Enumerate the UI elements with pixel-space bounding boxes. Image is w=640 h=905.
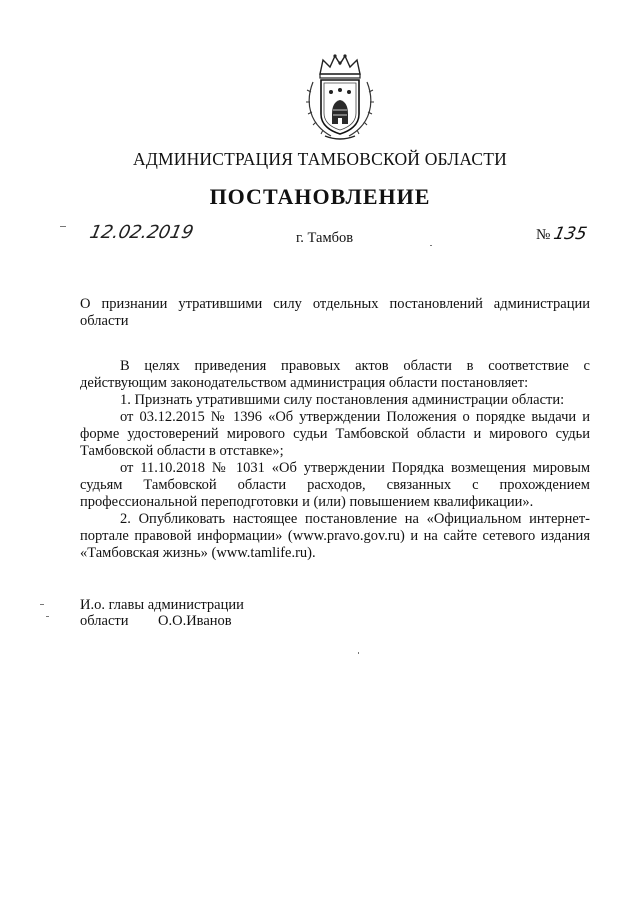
scan-speck [46,616,49,617]
number-value: 135 [551,224,589,244]
signatory-position: И.о. главы администрации [80,597,244,613]
scan-speck [60,226,66,227]
organization-name: АДМИНИСТРАЦИЯ ТАМБОВСКОЙ ОБЛАСТИ [133,149,507,169]
body-paragraph: от 11.10.2018 № 1031 «Об утверждении Порядка возмещения мировым судьям Тамбовской области расходов, связанных с прохождением профессиональной переподготовки и (или) повышением квалификации». [80,460,590,510]
document-city: г. Тамбов [296,230,354,246]
document-number [536,224,587,244]
scan-speck [358,652,359,654]
body-paragraph: 2. Опубликовать настоящее постановление на «Официальном интернет-портале правовой информации» (www.pravo.gov.ru) и на сайте сетевого издания «Тамбовская жизнь» (www.tamlife.ru). [80,511,590,561]
signatory-name: О.О.Иванов [158,613,232,629]
scan-speck [430,245,432,246]
coat-of-arms-icon [303,52,377,142]
document-date: 12.02.2019 [87,222,196,243]
number-prefix: № [536,227,551,243]
document-type-title: ПОСТАНОВЛЕНИЕ [209,184,431,209]
body-paragraph: В целях приведения правовых актов области в соответствие с действующим законодательством администрация области постановляет: [80,358,590,391]
body-paragraph: 1. Признать утратившими силу постановления администрации области: [120,392,565,408]
document-body [80,358,590,562]
scan-speck [40,604,44,605]
signatory-position-cont: области [80,613,129,629]
body-paragraph: от 03.12.2015 № 1396 «Об утверждении Положения о порядке выдачи и форме удостоверений мирового судьи Тамбовской области и мирового судьи Тамбовской области в отставке»; [80,409,590,459]
document-subject: О признании утратившими силу отдельных постановлений администрации области [80,296,590,329]
signatory-line [80,613,244,629]
signature-block [80,597,244,629]
